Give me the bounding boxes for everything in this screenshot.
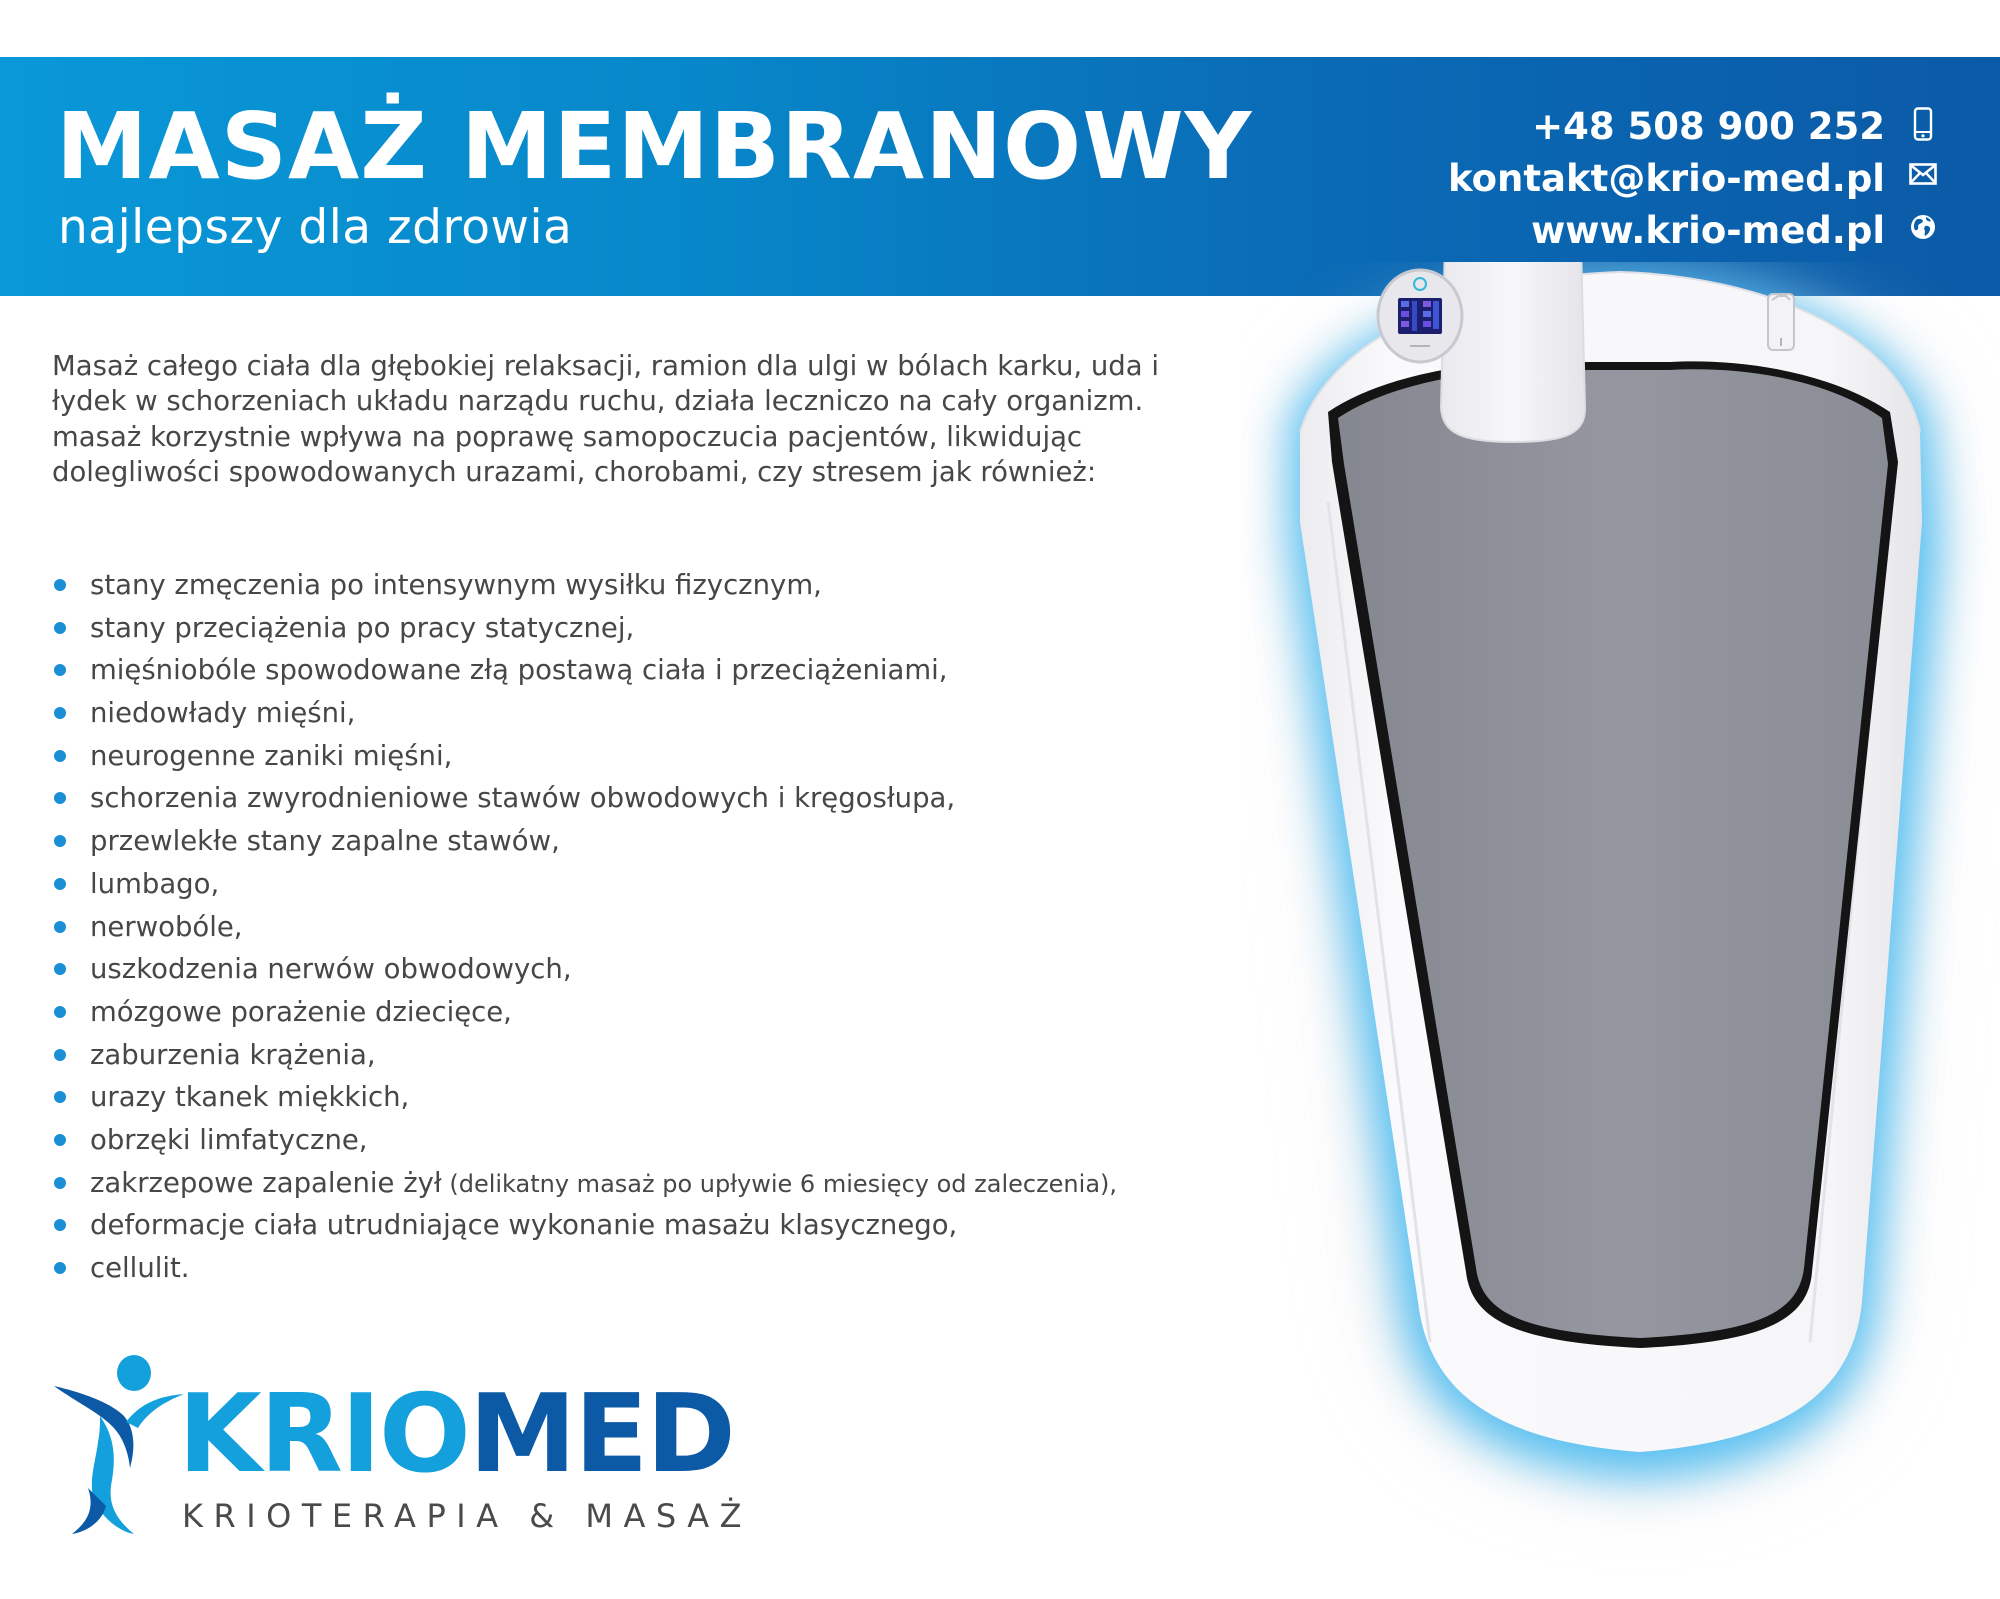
- massage-bed-image: [1240, 262, 2000, 1599]
- intro-paragraph: Masaż całego ciała dla głębokiej relaksacji, ramion dla ulgi w bólach karku, uda i łydek w schorzeniach układu narządu ruchu, działa leczniczo na cały organizm. masaż korzystnie wpływa na poprawę samopoczucia pacjentów, likwidując dolegliwości spowodowanych urazami, chorobami, czy stresem jak również:: [52, 350, 1159, 489]
- list-item: niedowłady mięśni,: [52, 692, 1117, 735]
- list-item: nerwobóle,: [52, 906, 1117, 949]
- bullet-icon: [54, 622, 66, 634]
- bullet-icon: [54, 750, 66, 762]
- phone-link[interactable]: +48 508 900 252: [1532, 105, 1885, 148]
- bullet-icon: [54, 1177, 66, 1189]
- bullet-icon: [54, 835, 66, 847]
- email-link[interactable]: kontakt@krio-med.pl: [1448, 157, 1885, 200]
- list-item-note: (delikatny masaż po upływie 6 miesięcy od zaleczenia),: [441, 1169, 1118, 1198]
- bullet-icon: [54, 664, 66, 676]
- bullet-icon: [54, 792, 66, 804]
- bullet-icon: [54, 1134, 66, 1146]
- smartphone-icon: [1908, 107, 1938, 141]
- bullet-icon: [54, 1262, 66, 1274]
- bullet-icon: [54, 963, 66, 975]
- list-item: uszkodzenia nerwów obwodowych,: [52, 948, 1117, 991]
- list-item: urazy tkanek miękkich,: [52, 1076, 1117, 1119]
- list-item: stany zmęczenia po intensywnym wysiłku fizycznym,: [52, 564, 1117, 607]
- list-item: schorzenia zwyrodnieniowe stawów obwodowych i kręgosłupa,: [52, 777, 1117, 820]
- bullet-icon: [54, 1049, 66, 1061]
- list-item: mózgowe porażenie dziecięce,: [52, 991, 1117, 1034]
- bullet-icon: [54, 579, 66, 591]
- logo-wordmark: KRIOMED: [178, 1372, 734, 1497]
- bullet-icon: [54, 921, 66, 933]
- page-subtitle: najlepszy dla zdrowia: [58, 200, 573, 255]
- list-item: neurogenne zaniki mięśni,: [52, 735, 1117, 778]
- bullet-icon: [54, 878, 66, 890]
- list-item: zakrzepowe zapalenie żył (delikatny masaż po upływie 6 miesięcy od zaleczenia),: [52, 1162, 1117, 1205]
- logo-tagline: KRIOTERAPIA & MASAŻ: [182, 1497, 753, 1535]
- list-item: przewlekłe stany zapalne stawów,: [52, 820, 1117, 863]
- list-item: mięśniobóle spowodowane złą postawą ciała i przeciążeniami,: [52, 649, 1117, 692]
- list-item: cellulit.: [52, 1247, 1117, 1290]
- person-figure-icon: [50, 1350, 190, 1540]
- list-item: zaburzenia krążenia,: [52, 1034, 1117, 1077]
- bullet-icon: [54, 707, 66, 719]
- website-link[interactable]: www.krio-med.pl: [1531, 209, 1885, 252]
- page-title: MASAŻ MEMBRANOWY: [56, 93, 1253, 200]
- list-item: lumbago,: [52, 863, 1117, 906]
- bullet-icon: [54, 1219, 66, 1231]
- globe-icon: [1908, 210, 1938, 244]
- conditions-list: [52, 564, 1117, 1290]
- header-banner: [0, 57, 2000, 296]
- list-item: deformacje ciała utrudniające wykonanie masażu klasycznego,: [52, 1204, 1117, 1247]
- bullet-icon: [54, 1091, 66, 1103]
- bullet-icon: [54, 1006, 66, 1018]
- envelope-icon: [1908, 157, 1938, 191]
- list-item: obrzęki limfatyczne,: [52, 1119, 1117, 1162]
- kriomed-logo: [50, 1350, 770, 1540]
- list-item: stany przeciążenia po pracy statycznej,: [52, 607, 1117, 650]
